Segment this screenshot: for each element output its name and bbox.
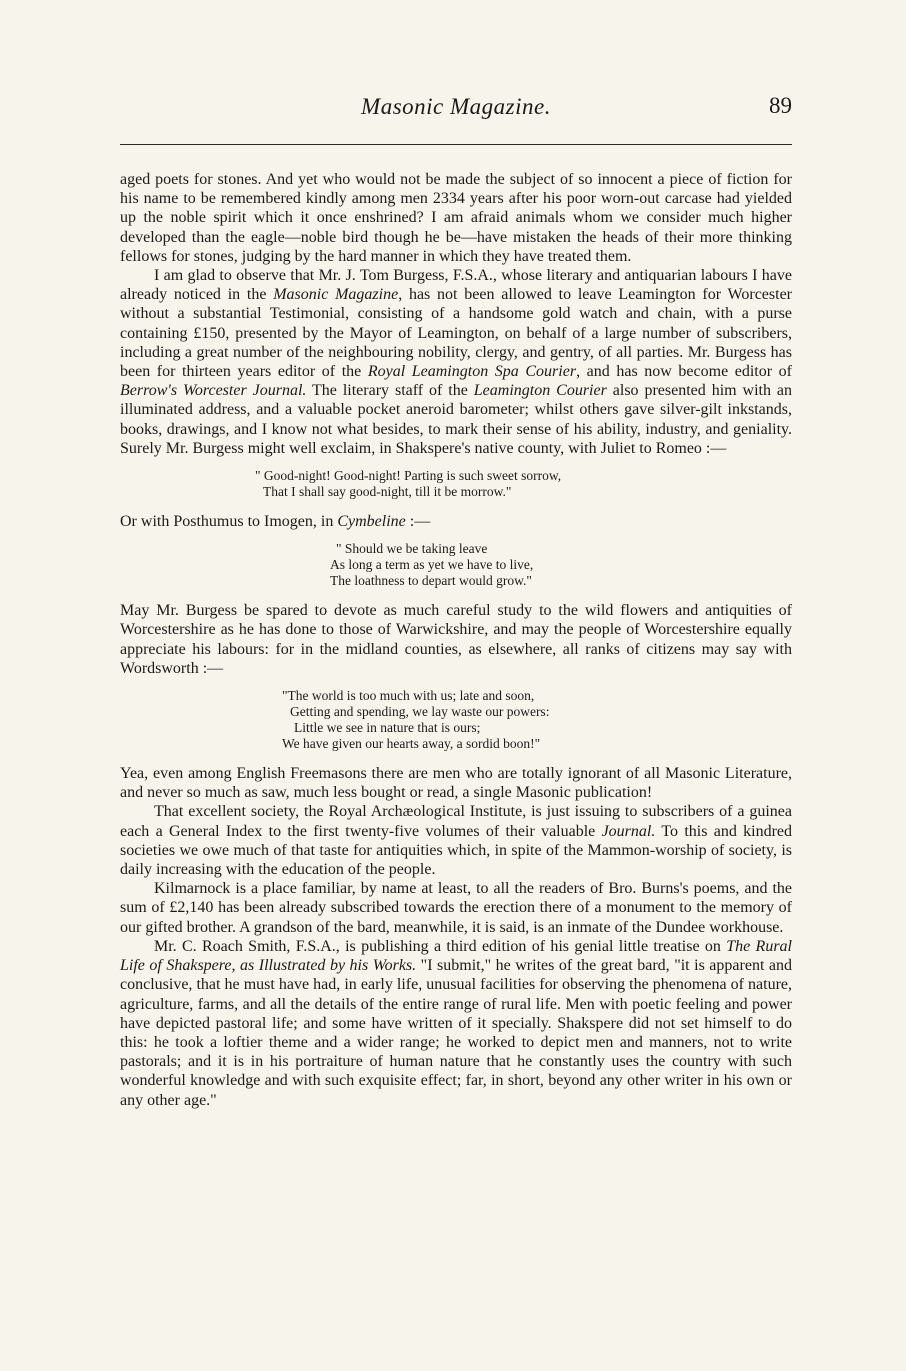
header-rule: [120, 144, 792, 145]
italic-title-journal: Journal.: [601, 822, 656, 840]
page-number: 89: [769, 93, 792, 118]
italic-title-cymbeline: Cymbeline: [337, 513, 406, 531]
text-span: I am glad to observe that Mr. J. Tom Burgess, F.S.A., whose literary and antiquarian labours I have already noticed in the: [120, 267, 792, 304]
quote-cymbeline: [330, 541, 792, 589]
italic-title-worcester-journal: Berrow's Worcester Journal.: [120, 382, 307, 400]
paragraph-roach-smith: [120, 937, 792, 1110]
running-header: [120, 86, 792, 126]
text-span: also presented him with an illuminated address, and a valuable pocket aneroid barometer; whilst others gave silver-gilt inkstands, books, drawings, and I know not what besides, to mark their sense of his ability, industry, and geniality. Surely Mr. Burgess might well exclaim, in Shakspere's native county, with Juliet to Romeo :—: [120, 382, 793, 457]
italic-title-rural-life: The Rural Life of Shakspere, as Illustrated by his Works.: [120, 937, 792, 975]
text-span: To this and kindred societies we owe much of that taste for antiquities which, in spite of the Mammon-worship of society, is daily increasing with the education of the people.: [120, 822, 792, 879]
text-span: Mr. C. Roach Smith, F.S.A., is publishing a third edition of his genial little treatise on: [154, 937, 727, 955]
text-span: The literary staff of the: [306, 382, 474, 400]
text-span: , and has now become editor of: [576, 363, 793, 381]
paragraph-burgess-testimonial: [120, 266, 792, 458]
paragraph-archaeological-institute: [120, 802, 792, 879]
paragraph-aged-poets: aged poets for stones. And yet who would not be made the subject of so innocent a piece of fiction for his name to be remembered kindly among men 2334 years after his poor worn-out carcase had yielded up the noble spirit which it once enshrined? I am afraid animals whom we consider much higher developed than the eagle—noble bird though he be—have mistaken the heads of their more thinking fellows for stones, judging by the hard manner in which they have treated them.: [120, 171, 792, 265]
text-span: "I submit," he writes of the great bard, "it is apparent and conclusive, that he must have had, in early life, unusual facilities for observing the phenomena of nature, agriculture, farms, and all the details of the entire range of rural life. Men with poetic feeling and power have depicted pastoral life; and some have written of it specially. Shakspere did not set himself to do this: he took a loftier theme and a wider range; he worked to depict men and manners, not to write pastorals; and it is in his portraiture of human nature that he constantly uses the country with such wonderful knowledge and with such exquisite effect; far, in short, beyond any other writer in his own or any other age.": [120, 957, 792, 1109]
italic-title-spa-courier: Royal Leamington Spa Courier: [367, 363, 577, 381]
quote-line: We have given our hearts away, a sordid boon!": [282, 736, 541, 752]
quote-line: " Should we be taking leave: [336, 541, 488, 557]
quote-line: Little we see in nature that is ours;: [294, 720, 481, 736]
quote-wordsworth: [282, 688, 792, 752]
italic-title-leamington-courier: Leamington Courier: [473, 382, 607, 400]
quote-line: "The world is too much with us; late and soon,: [282, 688, 535, 704]
paragraph-worcestershire: May Mr. Burgess be spared to devote as much careful study to the wild flowers and antiquities of Worcestershire as he has done to those of Warwickshire, and may the people of Worcestershire equally appreciate his labours: for in the midland counties, as elsewhere, all ranks of citizens may say with Wordsworth :—: [120, 602, 792, 677]
article-body: [120, 170, 792, 1110]
text-span: :—: [405, 513, 431, 531]
text-span: That excellent society, the Royal Archæological Institute, is just issuing to subscribers of a guinea each a General Index to the first twenty-five volumes of their valuable: [120, 803, 792, 840]
paragraph-kilmarnock: Kilmarnock is a place familiar, by name at least, to all the readers of Bro. Burns's poems, and the sum of £2,140 has been already subscribed towards the erection there of a monument to the memory of our gifted brother. A grandson of the bard, meanwhile, it is said, is an inmate of the Dundee workhouse.: [120, 880, 792, 936]
quote-line: As long a term as yet we have to live,: [330, 557, 534, 573]
quote-line: The loathness to depart would grow.": [330, 573, 532, 589]
italic-title-masonic-magazine: Masonic Magazine: [273, 286, 399, 304]
paragraph-posthumus: [120, 512, 792, 531]
text-span: , has not been allowed to leave Leamington for Worcester without a substantial Testimonial, consisting of a handsome gold watch and chain, with a purse containing £150, presented by the Mayor of Leamington, on behalf of a large number of subscribers, including a great number of the neighbouring nobility, clergy, and gentry, of all parties. Mr. Burgess has been for thirteen years editor of the: [120, 286, 793, 381]
quote-line: " Good-night! Good-night! Parting is such sweet sorrow,: [255, 468, 562, 484]
quote-juliet: [255, 468, 792, 500]
quote-line: Getting and spending, we lay waste our powers:: [290, 704, 550, 720]
text-span: Or with Posthumus to Imogen, in: [120, 513, 338, 531]
magazine-title: Masonic Magazine.: [361, 94, 551, 119]
paragraph-freemasons: Yea, even among English Freemasons there are men who are totally ignorant of all Masonic Literature, and never so much as saw, much less bought or read, a single Masonic publication!: [120, 765, 792, 802]
quote-line: That I shall say good-night, till it be morrow.": [263, 484, 512, 500]
